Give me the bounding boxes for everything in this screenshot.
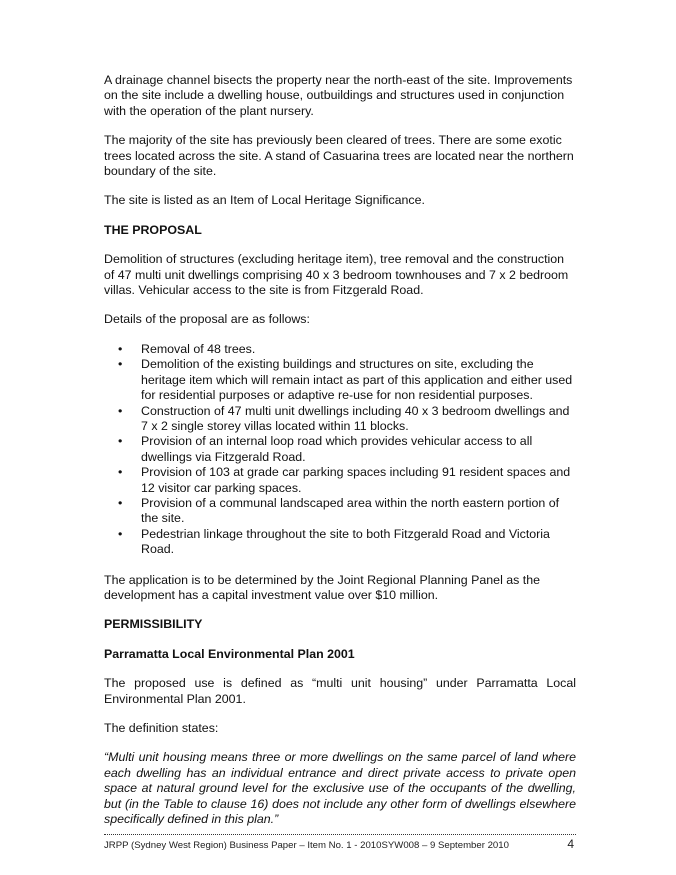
list-item-text: Construction of 47 multi unit dwellings including 40 x 3 bedroom dwellings and 7 x 2 single storey villas located within 11 blocks. xyxy=(141,403,570,433)
bullet-marker: • xyxy=(118,434,123,449)
page-number: 4 xyxy=(567,837,574,851)
bullet-marker: • xyxy=(118,357,123,372)
vegetation-paragraph: The majority of the site has previously been cleared of trees. There are some exotic trees located across the site. A stand of Casuarina trees are located near the northern boundary of the site. xyxy=(104,133,574,179)
page-footer xyxy=(104,834,576,852)
list-item-text: Provision of a communal landscaped area within the north eastern portion of the site. xyxy=(141,495,560,526)
list-item xyxy=(104,465,576,496)
proposal-heading: THE PROPOSAL xyxy=(104,222,202,237)
lep-subheading: Parramatta Local Environmental Plan 2001 xyxy=(104,646,355,661)
list-item xyxy=(104,342,576,357)
definition-quote: “Multi unit housing means three or more dwellings on the same parcel of land where each dwelling has an individual entrance and direct private access to private open space at natural ground level for the exclusive use of the occupants of the dwelling, but (in the Table to clause 16) does not include any other form of dwellings elsewhere specifically defined in this plan.” xyxy=(104,750,576,827)
page-body xyxy=(104,73,576,841)
bullet-marker: • xyxy=(118,341,123,356)
bullet-marker: • xyxy=(118,495,123,510)
jrpp-determination-paragraph: The application is to be determined by the Joint Regional Planning Panel as the development has a capital investment value over $10 million. xyxy=(104,572,541,602)
proposal-details-list xyxy=(104,342,576,558)
bullet-marker: • xyxy=(118,465,123,480)
permissibility-heading: PERMISSIBILITY xyxy=(104,617,203,632)
bullet-marker: • xyxy=(118,403,123,418)
list-item-text: Pedestrian linkage throughout the site to both Fitzgerald Road and Victoria Road. xyxy=(141,526,550,557)
list-item-text: Provision of an internal loop road which provides vehicular access to all dwellings via Fitzgerald Road. xyxy=(141,434,533,464)
list-item xyxy=(104,496,576,527)
list-item xyxy=(104,527,576,558)
list-item-text: Demolition of the existing buildings and structures on site, excluding the heritage item which will remain intact as part of this application and either used for residential purposes or adaptive re-use for non residential purposes. xyxy=(141,357,573,403)
use-definition-paragraph: The proposed use is defined as “multi unit housing” under Parramatta Local Environmental Plan 2001. xyxy=(104,676,576,706)
heritage-paragraph: The site is listed as an Item of Local Heritage Significance. xyxy=(104,193,425,208)
site-description-paragraph: A drainage channel bisects the property near the north-east of the site. Improvements on the site include a dwelling house, outbuildings and structures used in conjunction with the operation of the plant nursery. xyxy=(104,73,573,118)
footer-text: JRPP (Sydney West Region) Business Paper – Item No. 1 - 2010SYW008 – 9 September 2010 xyxy=(104,840,509,851)
bullet-marker: • xyxy=(118,526,123,541)
details-intro-paragraph: Details of the proposal are as follows: xyxy=(104,312,310,327)
list-item xyxy=(104,404,576,435)
list-item xyxy=(104,357,576,403)
list-item xyxy=(104,434,576,465)
list-item-text: Removal of 48 trees. xyxy=(141,341,256,356)
proposal-summary-paragraph: Demolition of structures (excluding heritage item), tree removal and the construction of 47 multi unit dwellings comprising 40 x 3 bedroom townhouses and 7 x 2 bedroom villas. Vehicular access to the site is from Fitzgerald Road. xyxy=(104,252,569,298)
list-item-text: Provision of 103 at grade car parking spaces including 91 resident spaces and 12 visitor car parking spaces. xyxy=(141,465,571,495)
definition-intro-paragraph: The definition states: xyxy=(104,721,219,735)
